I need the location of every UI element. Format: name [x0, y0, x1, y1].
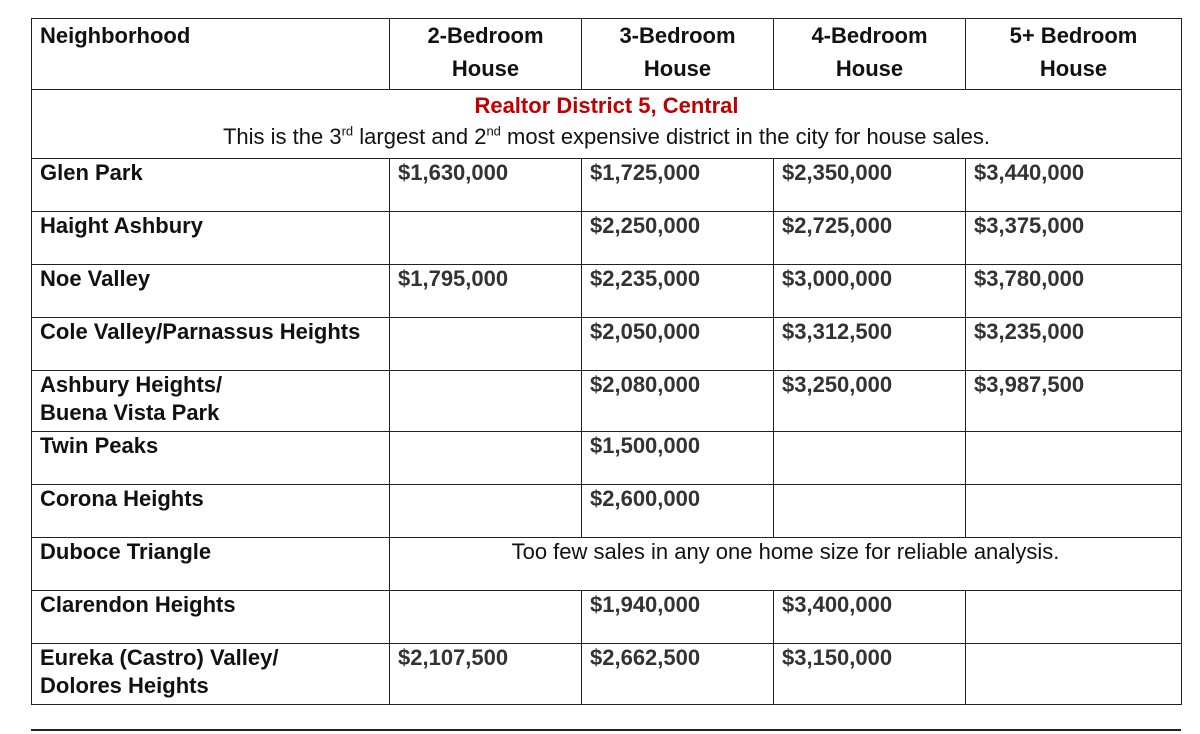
- table-row: [32, 591, 1182, 644]
- price-cell: $2,600,000: [582, 485, 774, 538]
- table-row: [32, 485, 1182, 538]
- price-cell: [966, 432, 1182, 485]
- price-cell: $1,500,000: [582, 432, 774, 485]
- neighborhood-name: Haight Ashbury: [32, 212, 390, 265]
- price-cell: [966, 644, 1182, 705]
- table-row: [32, 212, 1182, 265]
- neighborhood-name: Twin Peaks: [32, 432, 390, 485]
- neighborhood-name: Clarendon Heights: [32, 591, 390, 644]
- price-cell: $2,050,000: [582, 318, 774, 371]
- neighborhood-name: Duboce Triangle: [32, 538, 390, 591]
- district-row: [32, 90, 1182, 159]
- header-2-bedroom: 2-Bedroom House: [390, 19, 582, 90]
- price-cell: $3,375,000: [966, 212, 1182, 265]
- header-neighborhood: Neighborhood: [32, 19, 390, 90]
- table-row: [32, 371, 1182, 432]
- table-row: [32, 538, 1182, 591]
- price-cell: $3,312,500: [774, 318, 966, 371]
- neighborhood-name: Corona Heights: [32, 485, 390, 538]
- price-cell: $3,150,000: [774, 644, 966, 705]
- header-row: [32, 19, 1182, 90]
- price-cell: [390, 591, 582, 644]
- price-cell: $3,235,000: [966, 318, 1182, 371]
- table-bottom-border: [31, 729, 1181, 731]
- price-cell: $2,080,000: [582, 371, 774, 432]
- price-cell: $1,795,000: [390, 265, 582, 318]
- neighborhood-name: Ashbury Heights/ Buena Vista Park: [32, 371, 390, 432]
- price-cell: $1,940,000: [582, 591, 774, 644]
- price-cell: [774, 432, 966, 485]
- table-row: [32, 644, 1182, 705]
- price-cell: $3,987,500: [966, 371, 1182, 432]
- price-cell: [390, 318, 582, 371]
- price-cell: $2,662,500: [582, 644, 774, 705]
- price-cell: [774, 485, 966, 538]
- price-cell: $3,780,000: [966, 265, 1182, 318]
- price-cell: $2,725,000: [774, 212, 966, 265]
- price-cell: $2,250,000: [582, 212, 774, 265]
- district-description: This is the 3rd largest and 2nd most expensive district in the city for house sales.: [222, 123, 991, 149]
- header-5-bedroom: 5+ Bedroom House: [966, 19, 1182, 90]
- header-3-bedroom: 3-Bedroom House: [582, 19, 774, 90]
- table-row: [32, 432, 1182, 485]
- neighborhood-name: Noe Valley: [32, 265, 390, 318]
- price-cell: [390, 371, 582, 432]
- neighborhood-name: Eureka (Castro) Valley/ Dolores Heights: [32, 644, 390, 705]
- price-cell: $3,400,000: [774, 591, 966, 644]
- neighborhood-name: Glen Park: [32, 159, 390, 212]
- price-cell: [390, 212, 582, 265]
- price-cell: $2,350,000: [774, 159, 966, 212]
- price-table: [31, 18, 1182, 705]
- price-cell: $2,235,000: [582, 265, 774, 318]
- price-cell: $2,107,500: [390, 644, 582, 705]
- table-row: [32, 159, 1182, 212]
- header-4-bedroom: 4-Bedroom House: [774, 19, 966, 90]
- price-cell: [966, 485, 1182, 538]
- price-cell: $1,630,000: [390, 159, 582, 212]
- price-cell: $1,725,000: [582, 159, 774, 212]
- table-row: [32, 265, 1182, 318]
- price-cell: [390, 432, 582, 485]
- district-title: Realtor District 5, Central: [474, 93, 739, 118]
- price-cell: $3,440,000: [966, 159, 1182, 212]
- price-cell: [390, 485, 582, 538]
- price-cell: $3,250,000: [774, 371, 966, 432]
- neighborhood-name: Cole Valley/Parnassus Heights: [32, 318, 390, 371]
- table-row: [32, 318, 1182, 371]
- price-cell: [966, 591, 1182, 644]
- price-cell: $3,000,000: [774, 265, 966, 318]
- row-note: Too few sales in any one home size for reliable analysis.: [390, 538, 1182, 591]
